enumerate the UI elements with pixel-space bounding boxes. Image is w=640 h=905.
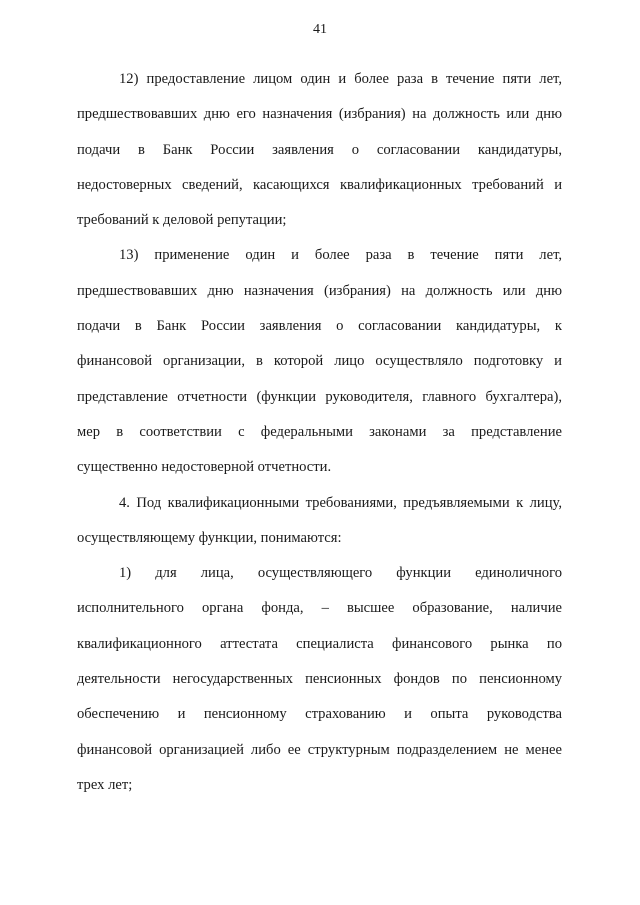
text-line: квалификационного аттестата специалиста финансового рынка по [77,635,562,652]
text-line: финансовой организации, в которой лицо осуществляло подготовку и [77,353,562,370]
text-line: финансовой организацией либо ее структурным подразделением не менее [77,741,562,758]
text-line: 4. Под квалификационными требованиями, предъявляемыми к лицу, [119,494,562,511]
text-line: деятельности негосударственных пенсионных фондов по пенсионному [77,671,562,688]
text-line: мер в соответствии с федеральными законами за представление [77,423,562,440]
text-line: осуществляющему функции, понимаются: [77,529,342,546]
text-line: исполнительного органа фонда, – высшее образование, наличие [77,600,562,617]
section-4-intro [77,486,562,557]
paragraph-item-1 [77,556,562,803]
text-line: недостоверных сведений, касающихся квалификационных требований и [77,176,562,193]
paragraph-item-13 [77,238,562,485]
text-line: 13) применение один и более раза в течение пяти лет, [119,247,562,264]
page-number: 41 [313,22,327,37]
text-line: существенно недостоверной отчетности. [77,459,332,476]
text-line: 12) предоставление лицом один и более раза в течение пяти лет, [119,71,562,87]
text-line: требований к деловой репутации; [77,212,287,229]
text-line: трех лет; [77,776,133,793]
text-line: предшествовавших дню назначения (избрания) на должность или дню [77,282,562,299]
text-line: предшествовавших дню его назначения (избрания) на должность или дню [77,106,562,123]
text-line: представление отчетности (функции руководителя, главного бухгалтера), [77,388,562,405]
paragraph-item-12 [77,62,562,238]
document-body [77,62,562,803]
text-line: 1) для лица, осуществляющего функции единоличного [119,565,562,582]
text-line: подачи в Банк России заявления о согласовании кандидатуры, к [77,318,562,335]
text-line: обеспечению и пенсионному страхованию и опыта руководства [77,706,562,723]
text-line: подачи в Банк России заявления о согласовании кандидатуры, [77,141,562,158]
